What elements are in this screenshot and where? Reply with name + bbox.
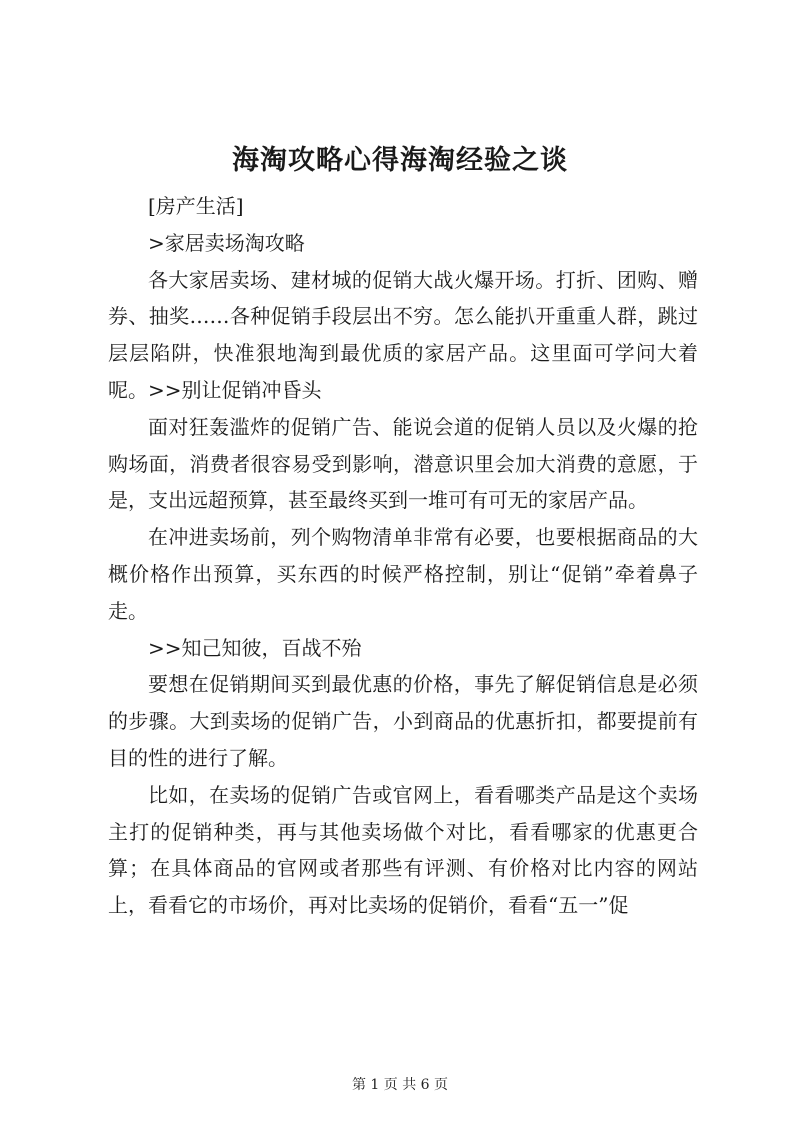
paragraph: 各大家居卖场、建材城的促销大战火爆开场。打折、团购、赠券、抽奖……各种促销手段层出不穷。怎么能扒开重重人群，跳过层层陷阱，快准狠地淘到最优质的家居产品。这里面可学问大着呢。>>别让促销冲昏头 xyxy=(108,267,698,402)
document-body xyxy=(108,188,698,924)
document-title: 海淘攻略心得海淘经验之谈 xyxy=(232,145,568,176)
paragraph-subheading: >>知己知彼，百战不殆 xyxy=(148,635,362,660)
page-number-footer: 第 1 页 共 6 页 xyxy=(351,1077,449,1093)
paragraph: 面对狂轰滥炸的促销广告、能说会道的促销人员以及火爆的抢购场面，消费者很容易受到影响，潜意识里会加大消费的意愿，于是，支出远超预算，甚至最终买到一堆可有可无的家居产品。 xyxy=(108,414,698,513)
paragraph-section-heading: >家居卖场淘攻略 xyxy=(148,230,305,255)
paragraph-category: [房产生活] xyxy=(148,194,244,218)
paragraph: 在冲进卖场前，列个购物清单非常有必要，也要根据商品的大概价格作出预算，买东西的时候严格控制，别让“促销”牵着鼻子走。 xyxy=(108,525,698,623)
paragraph: 比如，在卖场的促销广告或官网上，看看哪类产品是这个卖场主打的促销种类，再与其他卖场做个对比，看看哪家的优惠更合算；在具体商品的官网或者那些有评测、有价格对比内容的网站上，看看它的市场价，再对比卖场的促销价，看看“五一”促 xyxy=(108,782,698,918)
paragraph: 要想在促销期间买到最优惠的价格，事先了解促销信息是必须的步骤。大到卖场的促销广告，小到商品的优惠折扣，都要提前有目的性的进行了解。 xyxy=(108,672,698,770)
